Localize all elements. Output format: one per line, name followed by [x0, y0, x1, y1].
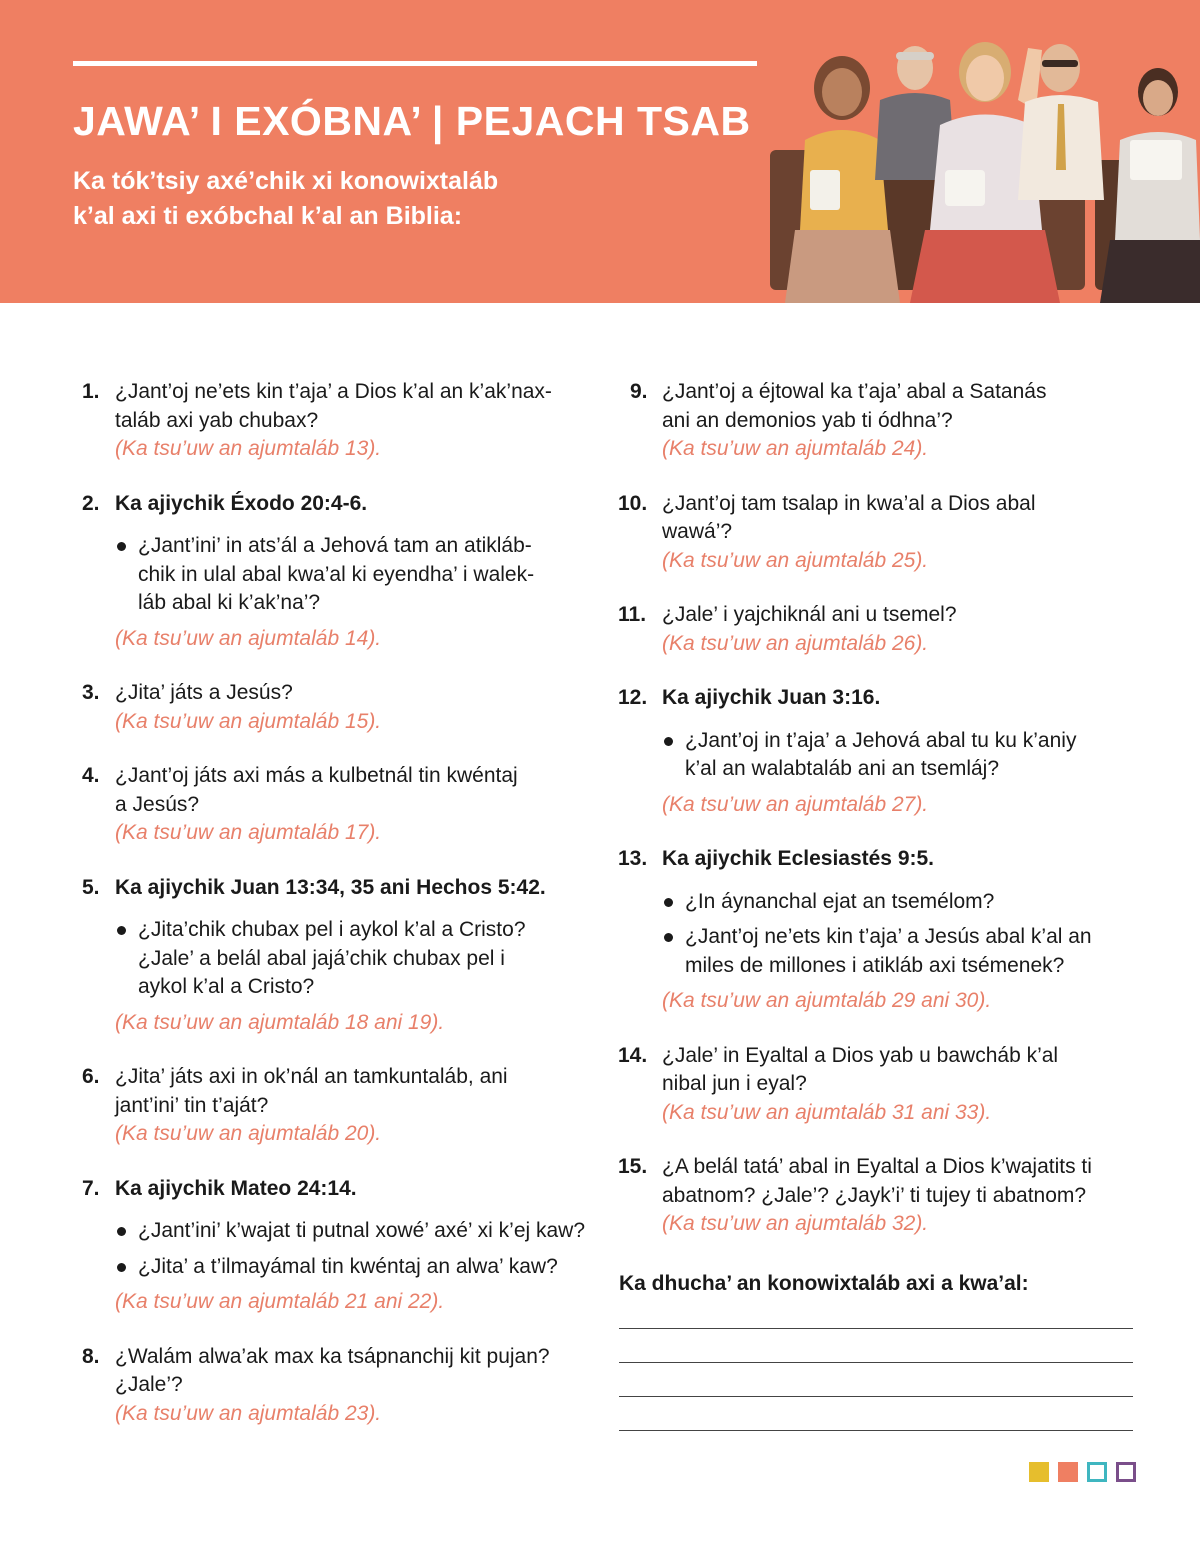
question-item: [618, 1042, 1138, 1128]
subtitle-line: k’al axi ti exóbchal k’al an Biblia:: [73, 202, 463, 230]
sub-question: [115, 1253, 602, 1282]
yellow-square-icon: [1029, 1462, 1049, 1482]
question-line: ¿Jita’ játs axi in ok’nál an tamkuntaláb, ani: [115, 1065, 508, 1088]
lesson-reference: (Ka tsu’uw an ajumtaláb 26).: [662, 631, 929, 655]
question-line: ¿Jale’?: [115, 1373, 183, 1396]
question-line: nibal jun i eyal?: [662, 1072, 807, 1095]
question-item: [82, 1175, 602, 1317]
question-item: [82, 762, 602, 848]
sub-question-line: chik in ulal abal kwa’al ki eyendha’ i walek-: [138, 562, 535, 586]
orange-square-icon: [1058, 1462, 1078, 1482]
note-line[interactable]: [619, 1362, 1133, 1363]
lesson-reference: (Ka tsu’uw an ajumtaláb 31 ani 33).: [662, 1100, 992, 1124]
question-item: [82, 490, 602, 654]
scripture-reading: Ka ajiychik Mateo 24:14.: [115, 1176, 357, 1200]
lesson-reference: (Ka tsu’uw an ajumtaláb 29 ani 30).: [662, 989, 992, 1012]
sub-question-line: ¿Jant’oj ne’ets kin t’aja’ a Jesús abal k’al an: [685, 925, 1092, 948]
sub-question: [662, 923, 1138, 980]
lesson-reference: (Ka tsu’uw an ajumtaláb 13).: [115, 437, 382, 460]
page-title: JAWA’ I EXÓBNA’ | PEJACH TSAB: [73, 98, 751, 144]
question-line: wawá’?: [662, 520, 733, 543]
lesson-reference: (Ka tsu’uw an ajumtaláb 15).: [115, 709, 382, 733]
color-squares: [1029, 1462, 1139, 1482]
question-item: [82, 1063, 602, 1149]
sub-question-line: ¿Jita’chik chubax pel i aykol k’al a Cristo?: [138, 918, 526, 941]
scripture-reading: Ka ajiychik Juan 13:34, 35 ani Hechos 5:42.: [115, 875, 546, 899]
lesson-reference: (Ka tsu’uw an ajumtaláb 17).: [115, 821, 382, 844]
note-line[interactable]: [619, 1328, 1133, 1329]
sub-question-list: [115, 532, 602, 618]
question-line: ani an demonios yab ti ódhna’?: [662, 408, 953, 432]
question-line: ¿Jale’ in Eyaltal a Dios yab u bawcháb k’al: [662, 1043, 1059, 1067]
sub-question: [115, 1217, 602, 1246]
sub-question-list: [662, 888, 1138, 981]
question-item: [618, 1153, 1138, 1239]
question-item: [618, 845, 1138, 1016]
question-number: 14.: [618, 1043, 648, 1067]
lesson-reference: (Ka tsu’uw an ajumtaláb 20).: [115, 1122, 382, 1145]
scripture-reading: Ka ajiychik Juan 3:16.: [662, 686, 881, 709]
subtitle-line: Ka tók’tsiy axé’chik xi konowixtaláb: [73, 167, 499, 195]
note-line[interactable]: [619, 1396, 1133, 1397]
page-subtitle: [73, 164, 633, 234]
question-number: 8.: [82, 1344, 100, 1368]
lesson-reference: (Ka tsu’uw an ajumtaláb 27).: [662, 792, 929, 816]
question-number: 2.: [82, 491, 100, 515]
notes-label: Ka dhucha’ an konowixtaláb axi a kwa’al:: [619, 1272, 1029, 1295]
note-line[interactable]: [619, 1430, 1133, 1431]
lesson-reference: (Ka tsu’uw an ajumtaláb 24).: [662, 437, 929, 460]
question-number: 7.: [82, 1176, 100, 1200]
question-number: 4.: [82, 764, 100, 787]
sub-question-line: ¿Jale’ a belál abal jajá’chik chubax pel i: [138, 946, 505, 970]
lesson-reference: (Ka tsu’uw an ajumtaláb 25).: [662, 548, 929, 572]
header-rule: [73, 61, 757, 66]
question-number: 9.: [630, 380, 648, 403]
sub-question-list: [662, 727, 1138, 784]
sub-question: [662, 888, 1138, 917]
question-number: 10.: [618, 491, 648, 515]
sub-question-line: miles de millones i atikláb axi tsémenek?: [685, 953, 1065, 977]
lesson-reference: (Ka tsu’uw an ajumtaláb 23).: [115, 1401, 382, 1425]
audience-illustration: [760, 30, 1200, 303]
lesson-reference: (Ka tsu’uw an ajumtaláb 21 ani 22).: [115, 1290, 445, 1313]
question-item: [82, 874, 602, 1038]
sub-question-line: ¿Jant’oj in t’aja’ a Jehová abal tu ku k’aniy: [685, 728, 1077, 752]
question-number: 15.: [618, 1155, 648, 1178]
question-number: 6.: [82, 1065, 100, 1088]
lesson-reference: (Ka tsu’uw an ajumtaláb 18 ani 19).: [115, 1010, 445, 1034]
sub-question-list: [115, 916, 602, 1002]
question-number: 12.: [618, 686, 648, 709]
purple-outline-square-icon: [1116, 1462, 1136, 1482]
sub-question-line: ¿In áynanchal ejat an tsemélom?: [685, 889, 995, 913]
question-line: ¿Jale’ i yajchiknál ani u tsemel?: [662, 603, 957, 626]
question-item: [618, 490, 1138, 576]
question-number: 1.: [82, 380, 100, 403]
question-line: a Jesús?: [115, 792, 200, 816]
sub-question-line: aykol k’al a Cristo?: [138, 975, 315, 998]
question-item: [618, 601, 1138, 658]
question-number: 5.: [82, 875, 100, 899]
sub-question-line: k’al an walabtaláb ani an tsemláj?: [685, 757, 1000, 780]
sub-question-list: [115, 1217, 602, 1281]
sub-question-line: láb abal ki k’ak’na’?: [138, 591, 321, 614]
question-item: [618, 684, 1138, 819]
questions-column-left: [82, 378, 602, 1454]
teal-outline-square-icon: [1087, 1462, 1107, 1482]
sub-question: [115, 532, 602, 618]
question-line: jant’ini’ tin t’aját?: [115, 1093, 269, 1117]
question-number: 3.: [82, 681, 100, 704]
question-line: ¿Jant’oj a éjtowal ka t’aja’ abal a Satanás: [662, 380, 1047, 403]
question-item: [82, 679, 602, 736]
scripture-reading: Ka ajiychik Eclesiastés 9:5.: [662, 847, 935, 870]
scripture-reading: Ka ajiychik Éxodo 20:4-6.: [115, 491, 368, 515]
question-line: ¿Jita’ játs a Jesús?: [115, 681, 293, 704]
sub-question: [662, 727, 1138, 784]
sub-question: [115, 916, 602, 1002]
question-item: [82, 1343, 602, 1429]
question-line: ¿Jant’oj tam tsalap in kwa’al a Dios abal: [662, 491, 1036, 515]
sub-question-line: ¿Jant’ini’ k’wajat ti putnal xowé’ axé’ xi k’ej kaw?: [138, 1219, 586, 1242]
question-item: [82, 378, 602, 464]
lesson-reference: (Ka tsu’uw an ajumtaláb 32).: [662, 1212, 929, 1235]
question-item: [618, 378, 1138, 464]
question-line: taláb axi yab chubax?: [115, 408, 319, 432]
header-banner: [0, 0, 1200, 303]
question-line: ¿Jant’oj ne’ets kin t’aja’ a Dios k’al an k’ak’nax-: [115, 380, 552, 403]
question-line: ¿A belál tatá’ abal in Eyaltal a Dios k’wajatits ti: [662, 1155, 1092, 1178]
sub-question-line: ¿Jant’ini’ in ats’ál a Jehová tam an atikláb-: [138, 534, 532, 557]
question-line: ¿Jant’oj játs axi más a kulbetnál tin kwéntaj: [115, 764, 518, 787]
questions-column-right: [618, 378, 1138, 1265]
lesson-reference: (Ka tsu’uw an ajumtaláb 14).: [115, 626, 382, 650]
question-line: abatnom? ¿Jale’? ¿Jayk’i’ ti tujey ti abatnom?: [662, 1183, 1087, 1207]
sub-question-line: ¿Jita’ a t’ilmayámal tin kwéntaj an alwa’ kaw?: [138, 1254, 558, 1278]
question-line: ¿Walám alwa’ak max ka tsápnanchij kit pujan?: [115, 1344, 550, 1368]
question-number: 13.: [618, 847, 648, 870]
question-number: 11.: [618, 603, 647, 626]
